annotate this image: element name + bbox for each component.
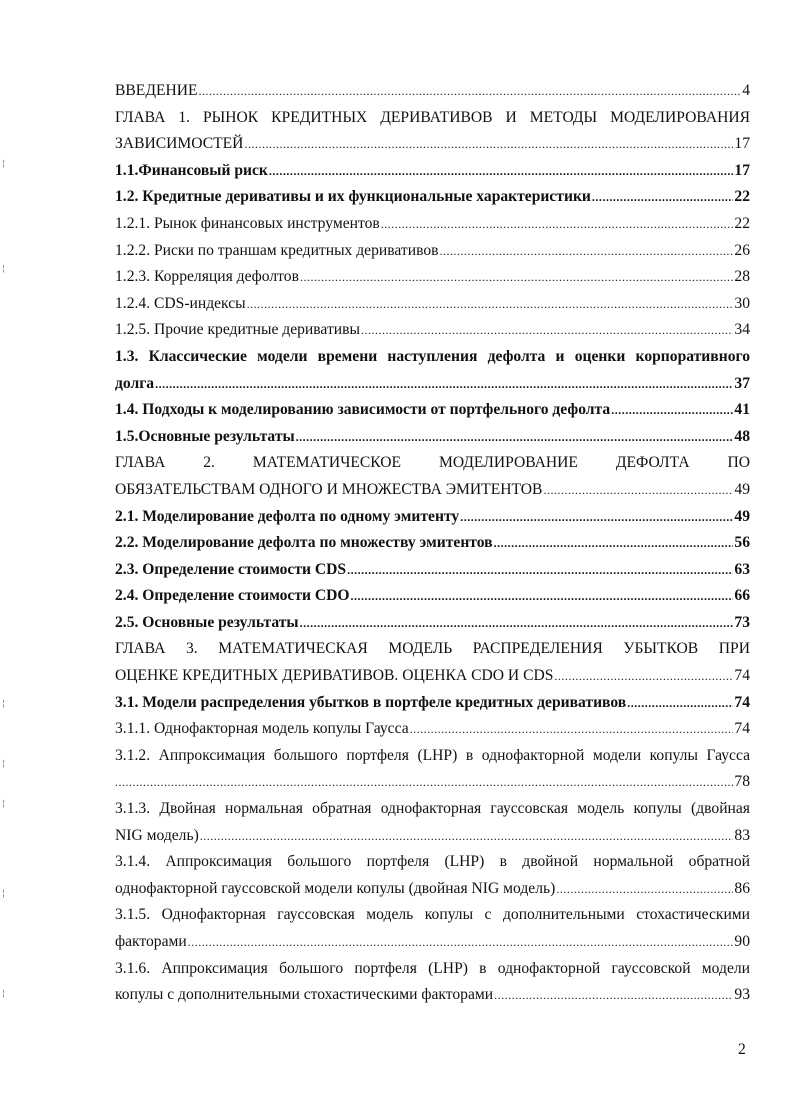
table-of-contents bbox=[115, 78, 750, 1009]
toc-subsection-1-2-2: 1.2.2. Риски по траншам кредитных деривативов ..... 26 bbox=[115, 238, 750, 265]
toc-subsection-3-1-2-line2: ..... 78 bbox=[115, 769, 750, 796]
toc-subsection-3-1-2-line1: 3.1.2. Аппроксимация большого портфеля (LHP) в однофакторной модели копулы Гаусса bbox=[115, 746, 750, 764]
scan-artifact: ¦ bbox=[2, 159, 6, 169]
scan-artifact: ¦ bbox=[2, 699, 6, 709]
toc-section-2-2: 2.2. Моделирование дефолта по множеству эмитентов ..... 56 bbox=[115, 530, 750, 557]
toc-page: 4 bbox=[742, 82, 750, 99]
scan-artifact: ¦ bbox=[2, 759, 6, 769]
toc-subsection-3-1-6-line2: копулы с дополнительными стохастическими факторами ..... 93 bbox=[115, 982, 750, 1009]
toc-subsection-3-1-3-line1: 3.1.3. Двойная нормальная обратная однофакторная гауссовская модель копулы (двойная bbox=[115, 800, 750, 818]
toc-subsection-3-1-5-line2: факторами ..... 90 bbox=[115, 929, 750, 956]
toc-section-2-1: 2.1. Моделирование дефолта по одному эмитенту ..... 49 bbox=[115, 504, 750, 531]
toc-section-1-5: 1.5.Основные результаты ..... 48 bbox=[115, 424, 750, 451]
toc-subsection-3-1-5-line1: 3.1.5. Однофакторная гауссовская модель копулы с дополнительными стохастическими bbox=[115, 906, 750, 924]
scan-artifact: ¦ bbox=[2, 989, 6, 999]
scan-artifact: ¦ bbox=[2, 799, 6, 809]
toc-subsection-1-2-5: 1.2.5. Прочие кредитные деривативы ..... 34 bbox=[115, 317, 750, 344]
toc-chapter-3-line2: ОЦЕНКЕ КРЕДИТНЫХ ДЕРИВАТИВОВ. ОЦЕНКА CDO И CDS ..... 74 bbox=[115, 663, 750, 690]
toc-chapter-3-line1: ГЛАВА 3. МАТЕМАТИЧЕСКАЯ МОДЕЛЬ РАСПРЕДЕЛЕНИЯ УБЫТКОВ ПРИ bbox=[115, 640, 750, 658]
toc-section-1-3-line2: долга ..... 37 bbox=[115, 371, 750, 398]
toc-subsection-3-1-4-line2: однофакторной гауссовской модели копулы (двойная NIG модель) ..... 86 bbox=[115, 876, 750, 903]
toc-section-1-3-line1: 1.3. Классические модели времени наступления дефолта и оценки корпоративного bbox=[115, 347, 750, 365]
toc-entry-introduction bbox=[115, 78, 750, 105]
toc-chapter-1-line1: ГЛАВА 1. РЫНОК КРЕДИТНЫХ ДЕРИВАТИВОВ И МЕТОДЫ МОДЕЛИРОВАНИЯ bbox=[115, 108, 750, 126]
toc-subsection-3-1-3-line2: NIG модель) ..... 83 bbox=[115, 823, 750, 850]
toc-section-1-1: 1.1.Финансовый риск ..... 17 bbox=[115, 158, 750, 185]
toc-chapter-2-line1: ГЛАВА 2. МАТЕМАТИЧЕСКОЕ МОДЕЛИРОВАНИЕ ДЕФОЛТА ПО bbox=[115, 454, 750, 472]
scan-artifact: ¦ bbox=[2, 264, 6, 274]
toc-section-3-1: 3.1. Модели распределения убытков в портфеле кредитных деривативов ..... 74 bbox=[115, 690, 750, 717]
toc-title: ВВЕДЕНИЕ bbox=[115, 82, 198, 99]
toc-section-1-4: 1.4. Подходы к моделированию зависимости от портфельного дефолта ..... 41 bbox=[115, 397, 750, 424]
toc-section-2-4: 2.4. Определение стоимости CDO ..... 66 bbox=[115, 583, 750, 610]
scan-artifact: ¦ bbox=[2, 889, 6, 899]
toc-subsection-3-1-6-line1: 3.1.6. Аппроксимация большого портфеля (LHP) в однофакторной гауссовской модели bbox=[115, 959, 750, 977]
toc-subsection-3-1-4-line1: 3.1.4. Аппроксимация большого портфеля (LHP) в двойной нормальной обратной bbox=[115, 853, 750, 871]
toc-chapter-1-line2: ЗАВИСИМОСТЕЙ ..... 17 bbox=[115, 131, 750, 158]
toc-section-2-5: 2.5. Основные результаты ..... 73 bbox=[115, 610, 750, 637]
toc-subsection-3-1-1: 3.1.1. Однофакторная модель копулы Гаусса ..... 74 bbox=[115, 716, 750, 743]
toc-subsection-1-2-4: 1.2.4. CDS-индексы ..... 30 bbox=[115, 291, 750, 318]
toc-section-2-3: 2.3. Определение стоимости CDS ..... 63 bbox=[115, 557, 750, 584]
page-number: 2 bbox=[738, 1041, 746, 1058]
toc-subsection-1-2-1: 1.2.1. Рынок финансовых инструментов ..... 22 bbox=[115, 211, 750, 238]
toc-subsection-1-2-3: 1.2.3. Корреляция дефолтов ..... 28 bbox=[115, 264, 750, 291]
toc-chapter-2-line2: ОБЯЗАТЕЛЬСТВАМ ОДНОГО И МНОЖЕСТВА ЭМИТЕНТОВ ..... 49 bbox=[115, 477, 750, 504]
toc-section-1-2: 1.2. Кредитные деривативы и их функциональные характеристики ..... 22 bbox=[115, 184, 750, 211]
